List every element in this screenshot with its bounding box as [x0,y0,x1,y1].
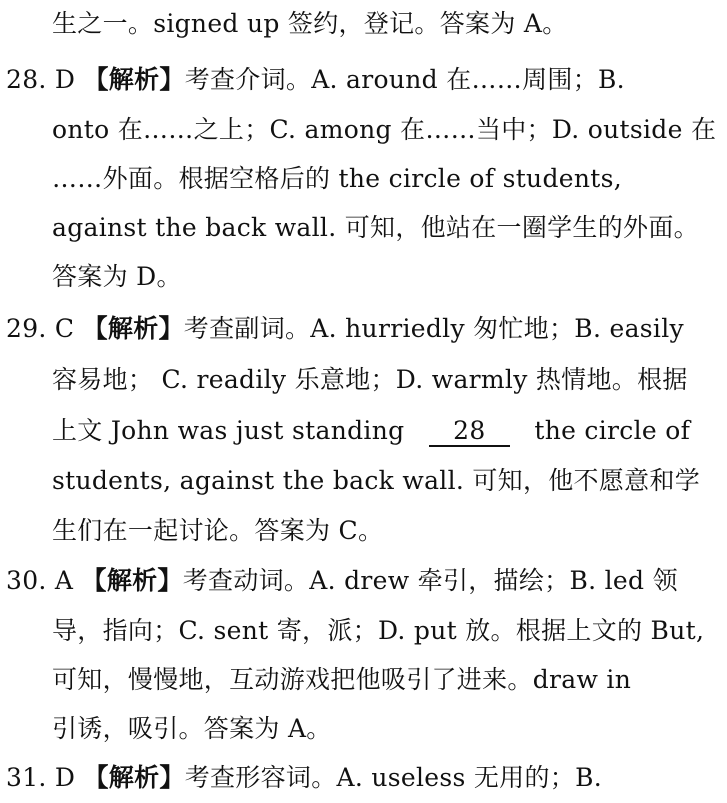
text-line-with-blank [0,413,727,449]
item-text: 考查动词。A. drew 牵引，描绘；B. led 领 [182,566,678,595]
item-31-header [0,760,727,796]
item-number: 31. D [6,763,76,792]
text-line: 答案为 D。 [52,262,182,291]
item-30-header [0,563,727,599]
item-28-header [0,62,727,98]
analysis-tag: 【解析】 [81,566,183,595]
item-number: 28. D [6,65,76,94]
item-text: 考查介词。A. around 在……周围；B. [184,65,625,94]
item-29-header [0,311,727,347]
text-line: onto 在……之上；C. among 在……当中；D. outside 在 [52,115,717,144]
item-text: 考查副词。A. hurriedly 匆忙地；B. easily [183,314,684,343]
item-text: 考查形容词。A. useless 无用的；B. [184,763,602,792]
analysis-tag: 【解析】 [82,314,184,343]
text-line: 引诱，吸引。答案为 A。 [52,714,332,743]
text-line: 可知，慢慢地，互动游戏把他吸引了进来。draw in [52,665,632,694]
text-line: 生们在一起讨论。答案为 C。 [52,516,384,545]
fill-blank-28: 28 [429,417,509,447]
analysis-tag: 【解析】 [83,65,185,94]
blank-before-text: 上文 John was just standing [52,416,405,445]
item-number: 30. A [6,566,74,595]
text-line: ……外面。根据空格后的 the circle of students, [52,164,622,193]
text-line: against the back wall. 可知，他站在一圈学生的外面。 [52,213,699,242]
item-number: 29. C [6,314,75,343]
blank-after-text: the circle of [534,416,691,445]
analysis-tag: 【解析】 [83,763,185,792]
text-line: 导，指向；C. sent 寄，派；D. put 放。根据上文的 But, [52,616,705,645]
text-line: 容易地； C. readily 乐意地；D. warmly 热情地。根据 [52,365,688,394]
text-line: students, against the back wall. 可知，他不愿意和学 [52,466,701,495]
text-line: 生之一。signed up 签约，登记。答案为 A。 [52,9,568,38]
